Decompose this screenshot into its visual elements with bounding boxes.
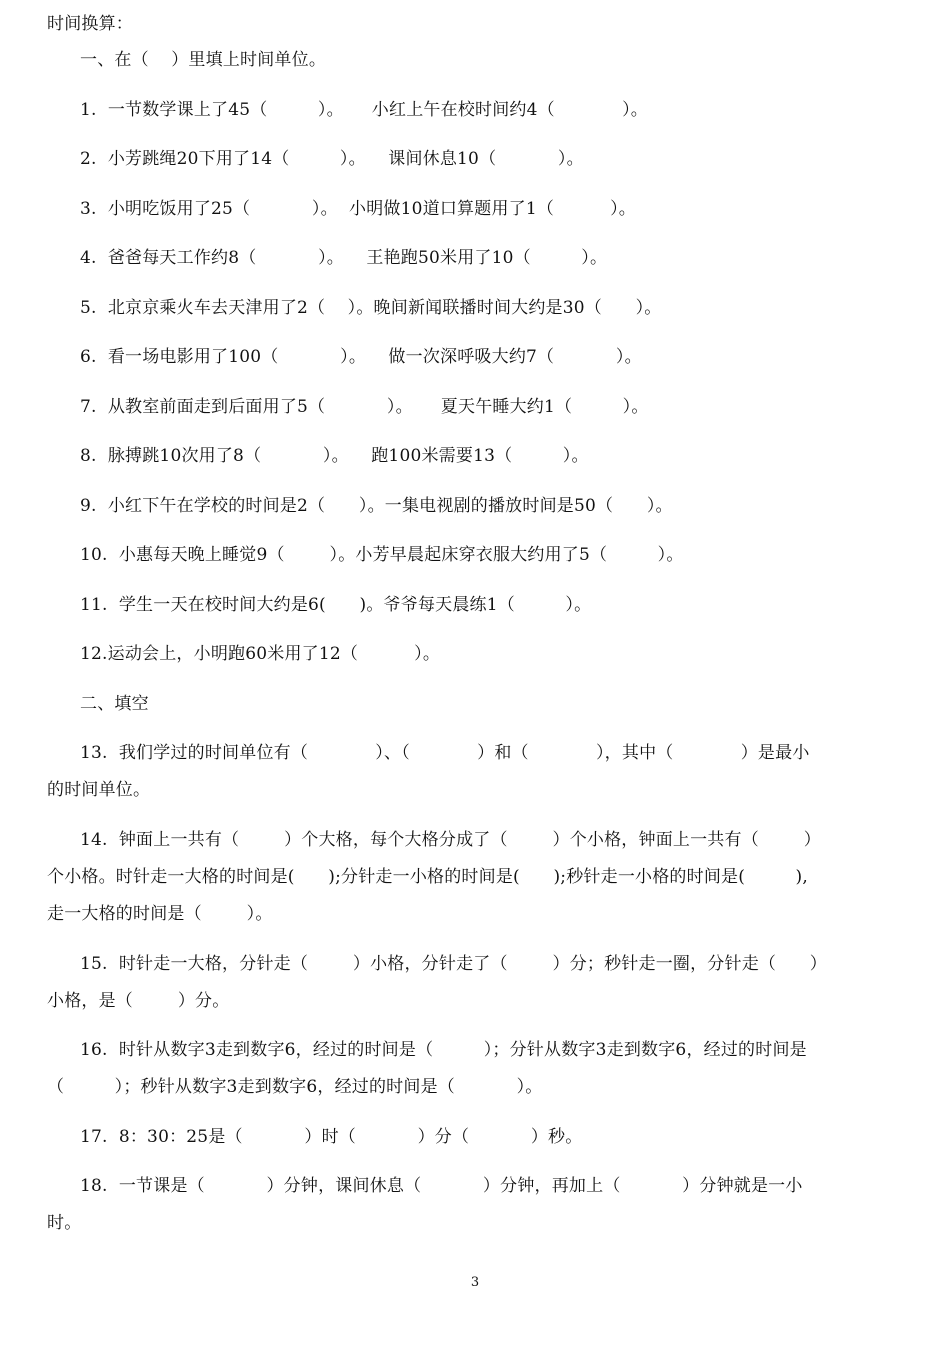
question-12: 12.运动会上，小明跑60米用了12（ ）。 xyxy=(80,644,441,664)
question-13-line-2: 的时间单位。 xyxy=(47,780,151,800)
worksheet-title: 时间换算： xyxy=(47,14,133,34)
question-18-line-2: 时。 xyxy=(47,1213,82,1233)
question-9: 9. 小红下午在学校的时间是2（ ）。一集电视剧的播放时间是50（ ）。 xyxy=(80,496,673,516)
question-15-line-1: 15. 时针走一大格，分针走（ ）小格，分针走了（ ）分；秒针走一圈，分针走（ ） xyxy=(80,954,827,974)
question-14-line-2: 个小格。时针走一大格的时间是( );分针走一小格的时间是( );秒针走一小格的时间是( ), xyxy=(47,867,808,887)
question-5: 5. 北京京乘火车去天津用了2（ ）。晚间新闻联播时间大约是30（ ）。 xyxy=(80,298,662,318)
section-2-heading: 二、填空 xyxy=(80,694,149,714)
question-16-line-2: （ ）；秒针从数字3走到数字6，经过的时间是（ ）。 xyxy=(47,1077,543,1097)
question-16-line-1: 16. 时针从数字3走到数字6，经过的时间是（ ）；分针从数字3走到数字6，经过的时间是 xyxy=(80,1040,807,1060)
question-15-line-2: 小格，是（ ）分。 xyxy=(47,991,230,1011)
question-18-line-1: 18. 一节课是（ ）分钟，课间休息（ ）分钟，再加上（ ）分钟就是一小 xyxy=(80,1176,803,1196)
question-11: 11. 学生一天在校时间大约是6( )。爷爷每天晨练1（ ）。 xyxy=(80,595,592,615)
page-number: 3 xyxy=(470,1275,480,1290)
question-10: 10. 小惠每天晚上睡觉9（ ）。小芳早晨起床穿衣服大约用了5（ ）。 xyxy=(80,545,684,565)
question-14-line-1: 14. 钟面上一共有（ ）个大格，每个大格分成了（ ）个小格，钟面上一共有（ ） xyxy=(80,830,821,850)
question-14-line-3: 走一大格的时间是（ ）。 xyxy=(47,904,273,924)
section-1-heading: 一、在（ ）里填上时间单位。 xyxy=(80,50,327,70)
question-7: 7. 从教室前面走到后面用了5（ ）。 夏天午睡大约1（ ）。 xyxy=(80,397,649,417)
question-3: 3. 小明吃饭用了25（ ）。 小明做10道口算题用了1（ ）。 xyxy=(80,199,636,219)
question-6: 6. 看一场电影用了100（ ）。 做一次深呼吸大约7（ ）。 xyxy=(80,347,642,367)
question-4: 4. 爸爸每天工作约8（ ）。 王艳跑50米用了10（ ）。 xyxy=(80,248,608,268)
question-13-line-1: 13. 我们学过的时间单位有（ ）、（ ）和（ ），其中（ ）是最小 xyxy=(80,743,810,763)
question-2: 2. 小芳跳绳20下用了14（ ）。 课间休息10（ ）。 xyxy=(80,149,584,169)
question-1: 1. 一节数学课上了45（ ）。 小红上午在校时间约4（ ）。 xyxy=(80,100,648,120)
question-17: 17. 8：30：25是（ ）时（ ）分（ ）秒。 xyxy=(80,1127,583,1147)
question-8: 8. 脉搏跳10次用了8（ ）。 跑100米需要13（ ）。 xyxy=(80,446,589,466)
